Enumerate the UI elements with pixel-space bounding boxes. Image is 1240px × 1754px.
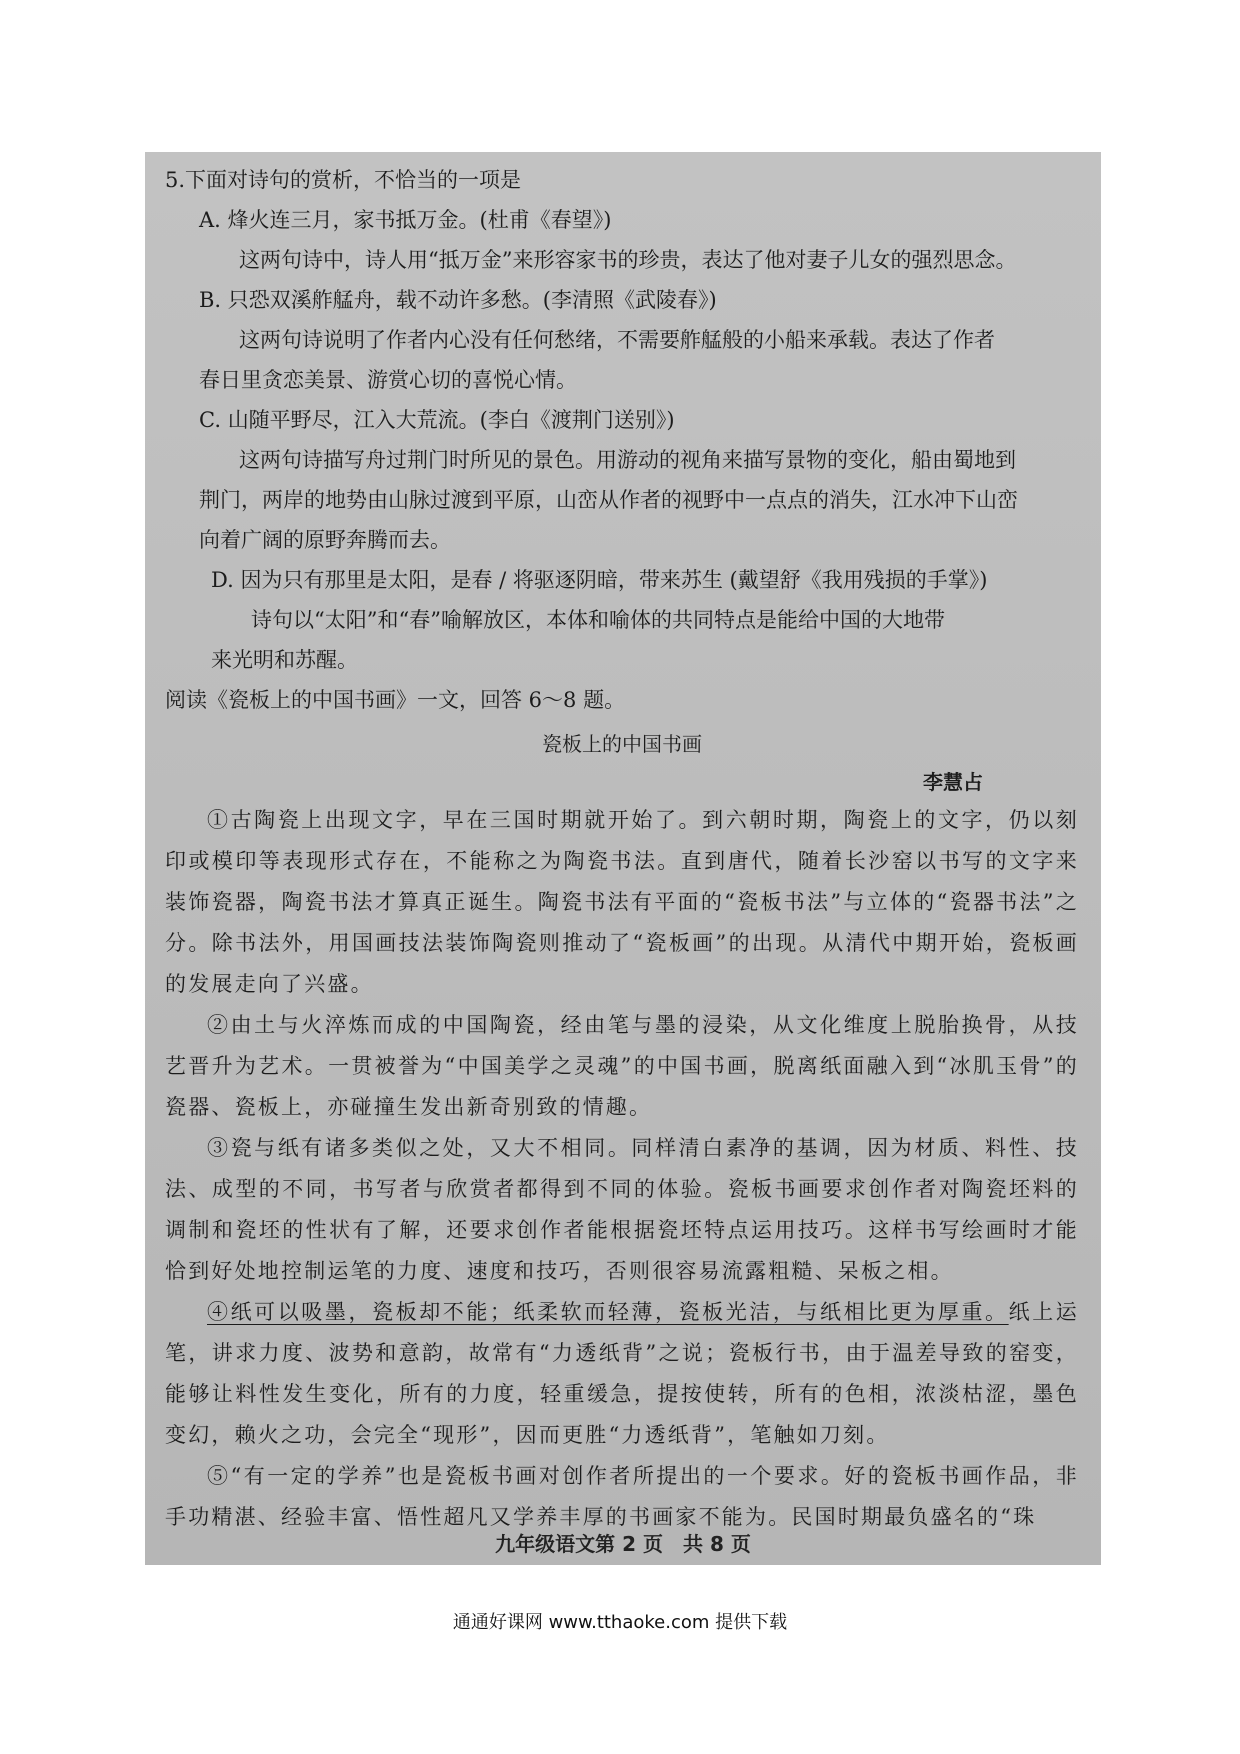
underlined-sentence: ④纸可以吸墨，瓷板却不能；纸柔软而轻薄，瓷板光洁，与纸相比更为厚重。 <box>207 1300 1009 1324</box>
article-paragraph-2: ②由土与火淬炼而成的中国陶瓷，经由笔与墨的浸染，从文化维度上脱胎换骨，从技艺晋升为艺术。一贯被誉为“中国美学之灵魂”的中国书画，脱离纸面融入到“冰肌玉骨”的瓷器、瓷板上，亦碰撞生发出新奇别致的情趣。 <box>165 1013 1079 1119</box>
option-c-explanation-line: 荆门，两岸的地势由山脉过渡到平原，山峦从作者的视野中一点点的消失，江水冲下山峦 <box>199 488 1018 512</box>
option-d-explanation-line: 来光明和苏醒。 <box>211 648 358 672</box>
page-number-footer: 九年级语文第 2 页 共 8 页 <box>495 1532 751 1556</box>
article-paragraph-4 <box>165 1292 1079 1456</box>
option-b-label: B. <box>199 288 222 312</box>
article-author: 李慧占 <box>923 770 983 794</box>
option-c-verse-text: 山随平野尽，江入大荒流。(李白《渡荆门送别》) <box>227 408 675 432</box>
option-c-explanation-line: 向着广阔的原野奔腾而去。 <box>199 528 451 552</box>
reading-instruction: 阅读《瓷板上的中国书画》一文，回答 6～8 题。 <box>165 688 626 712</box>
scanned-exam-page <box>145 152 1101 1565</box>
question-5-stem: 5.下面对诗句的赏析，不恰当的一项是 <box>165 168 522 192</box>
article-paragraph-3: ③瓷与纸有诸多类似之处，又大不相同。同样清白素净的基调，因为材质、料性、技法、成型的不同，书写者与欣赏者都得到不同的体验。瓷板书画要求创作者对陶瓷坯料的调制和瓷坯的性状有了解，还要求创作者能根据瓷坯特点运用技巧。这样书写绘画时才能恰到好处地控制运笔的力度、速度和技巧，否则很容易流露粗糙、呆板之相。 <box>165 1136 1079 1283</box>
option-d-label: D. <box>211 568 234 592</box>
article-title: 瓷板上的中国书画 <box>542 732 702 756</box>
site-download-footer: 通通好课网 www.tthaoke.com 提供下载 <box>452 1612 788 1633</box>
article-paragraph-4-rest: 纸上运笔，讲求力度、波势和意韵，故常有“力透纸背”之说；瓷板行书，由于温差导致的窑变，能够让料性发生变化，所有的力度，轻重缓急，提按使转，所有的色相，浓淡枯涩，墨色变幻，赖火之功，会完全“现形”，因而更胜“力透纸背”，笔触如刀刻。 <box>165 1300 1079 1447</box>
option-c-label: C. <box>199 408 221 432</box>
option-a-label: A. <box>199 208 221 232</box>
option-b-verse <box>165 280 1079 320</box>
option-c-explanation-line: 这两句诗描写舟过荆门时所见的景色。用游动的视角来描写景物的变化，船由蜀地到 <box>239 448 1016 472</box>
option-b-explanation-line: 春日里贪恋美景、游赏心切的喜悦心情。 <box>199 368 577 392</box>
option-b-verse-text: 只恐双溪舴艋舟，载不动许多愁。(李清照《武陵春》) <box>227 288 717 312</box>
option-d-explanation-line: 诗句以“太阳”和“春”喻解放区，本体和喻体的共同特点是能给中国的大地带 <box>251 608 945 632</box>
option-a-verse-text: 烽火连三月，家书抵万金。(杜甫《春望》) <box>227 208 612 232</box>
option-c-verse <box>165 400 1079 440</box>
option-d-verse <box>165 560 1079 600</box>
option-d-verse-text: 因为只有那里是太阳，是春 / 将驱逐阴暗，带来苏生 (戴望舒《我用残损的手掌》) <box>240 568 988 592</box>
option-a-explanation-line: 这两句诗中，诗人用“抵万金”来形容家书的珍贵，表达了他对妻子儿女的强烈思念。 <box>239 248 1017 272</box>
article-paragraph-5: ⑤“有一定的学养”也是瓷板书画对创作者所提出的一个要求。好的瓷板书画作品，非手功精湛、经验丰富、悟性超凡又学养丰厚的书画家不能为。民国时期最负盛名的“珠 <box>165 1464 1079 1529</box>
option-b-explanation-line: 这两句诗说明了作者内心没有任何愁绪，不需要舴艋般的小船来承载。表达了作者 <box>239 328 995 352</box>
article-paragraph-1: ①古陶瓷上出现文字，早在三国时期就开始了。到六朝时期，陶瓷上的文字，仍以刻印或模印等表现形式存在，不能称之为陶瓷书法。直到唐代，随着长沙窑以书写的文字来装饰瓷器，陶瓷书法才算真正诞生。陶瓷书法有平面的“瓷板书法”与立体的“瓷器书法”之分。除书法外，用国画技法装饰陶瓷则推动了“瓷板画”的出现。从清代中期开始，瓷板画的发展走向了兴盛。 <box>165 808 1079 996</box>
option-a-verse <box>165 200 1079 240</box>
